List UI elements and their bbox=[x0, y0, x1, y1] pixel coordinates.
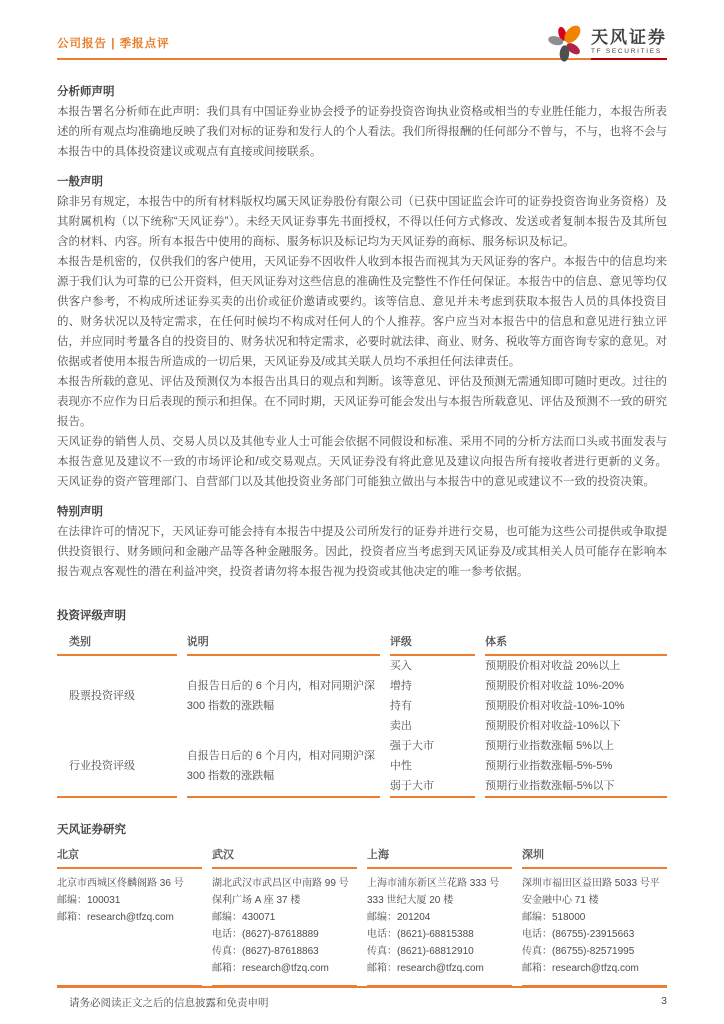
industry-rating-description: 自报告日后的 6 个月内，相对同期沪深 300 指数的涨跌幅 bbox=[187, 736, 380, 798]
office-email: 邮箱：research@tfzq.com bbox=[522, 963, 639, 974]
logo-company-subtitle: TF SECURITIES bbox=[591, 48, 662, 55]
office-phone: 电话：(8627)-87618889 bbox=[212, 929, 319, 940]
general-statement-title: 一般声明 bbox=[57, 176, 103, 188]
stock-rating-category: 股票投资评级 bbox=[69, 690, 135, 702]
rating-statement-title: 投资评级声明 bbox=[57, 610, 126, 622]
rating-system: 预期股价相对收益-10%以下 bbox=[485, 720, 621, 732]
rating-header-category: 类别 bbox=[57, 630, 177, 656]
logo-flower-icon bbox=[544, 19, 586, 67]
office-city-shanghai: 上海 bbox=[367, 844, 512, 869]
analyst-statement-title: 分析师声明 bbox=[57, 86, 115, 98]
office-beijing-details bbox=[57, 869, 202, 987]
office-city-wuhan: 武汉 bbox=[212, 844, 357, 869]
rating-label: 强于大市 bbox=[389, 740, 434, 752]
special-statement-title: 特别声明 bbox=[57, 506, 103, 518]
page-number: 3 bbox=[661, 995, 667, 1007]
office-detail-row bbox=[57, 869, 667, 987]
rating-label: 买入 bbox=[389, 660, 412, 672]
office-fax: 传真：(8627)-87618863 bbox=[212, 946, 319, 957]
page-footer bbox=[57, 986, 667, 1010]
office-phone: 电话：(86755)-23915663 bbox=[522, 929, 635, 940]
office-city-shenzhen: 深圳 bbox=[522, 844, 667, 869]
page-content bbox=[57, 82, 667, 987]
rating-header-system: 体系 bbox=[485, 630, 667, 656]
rating-label: 增持 bbox=[389, 680, 412, 692]
rating-table bbox=[47, 630, 677, 798]
tf-securities-logo bbox=[544, 19, 667, 60]
rating-label: 卖出 bbox=[389, 720, 412, 732]
office-fax: 传真：(8621)-68812910 bbox=[367, 946, 474, 957]
special-statement-body: 在法律许可的情况下，天风证券可能会持有本报告中提及公司所发行的证券并进行交易，也可能为这些公司提供或争取提供投资银行、财务顾问和金融产品等各种金融服务。因此，投资者应当考虑到天风证券及/或其相关人员可能存在影响本报告观点客观性的潜在利益冲突，投资者请勿将本报告视为投资或其他决定的唯一参考依据。 bbox=[57, 526, 667, 578]
general-statement-paragraph: 除非另有规定，本报告中的所有材料版权均属天风证券股份有限公司（已获中国证监会许可的证券投资咨询业务资格）及其附属机构（以下统称“天风证券”）。未经天风证券事先书面授权，不得以任何方式修改、发送或者复制本报告及其所包含的材料、内容。所有本报告中使用的商标、服务标识及标记均为天风证券的商标、服务标识及标记。 bbox=[57, 196, 667, 248]
office-email: 邮箱：research@tfzq.com bbox=[367, 963, 484, 974]
rating-system: 预期行业指数涨幅 5%以上 bbox=[485, 740, 615, 752]
page-header bbox=[57, 0, 667, 60]
rating-label: 持有 bbox=[389, 700, 412, 712]
rating-header-description: 说明 bbox=[187, 630, 380, 656]
office-header-row bbox=[57, 844, 667, 869]
rating-table-header-row bbox=[57, 630, 667, 656]
office-phone: 电话：(8621)-68815388 bbox=[367, 929, 474, 940]
general-statement-paragraph: 天风证券的销售人员、交易人员以及其他专业人士可能会依据不同假设和标准、采用不同的分析方法而口头或书面发表与本报告意见及建议不一致的市场评论和/或交易观点。天风证券没有将此意见及建议向报告所有接收者进行更新的义务。天风证券的资产管理部门、自营部门以及其他投资业务部门可能独立做出与本报告中的意见或建议不一致的投资决策。 bbox=[57, 436, 667, 488]
office-zipcode: 邮编：430071 bbox=[212, 912, 276, 923]
rating-system: 预期行业指数涨幅-5%以下 bbox=[485, 776, 667, 798]
rating-label: 中性 bbox=[389, 760, 412, 772]
rating-system: 预期股价相对收益 20%以上 bbox=[485, 660, 621, 672]
office-address: 北京市西城区佟麟阁路 36 号 bbox=[57, 878, 184, 889]
analyst-statement-body: 本报告署名分析师在此声明：我们具有中国证券业协会授予的证券投资咨询执业资格或相当的专业胜任能力，本报告所表述的所有观点均准确地反映了我们对标的证券和发行人的个人看法。我们所得报酬的任何部分不曾与，不与，也将不会与本报告中的具体投资建议或观点有直接或间接联系。 bbox=[57, 106, 667, 158]
office-zipcode: 邮编：518000 bbox=[522, 912, 586, 923]
table-row bbox=[57, 736, 667, 756]
office-shenzhen-details bbox=[522, 869, 667, 987]
office-email: 邮箱：research@tfzq.com bbox=[57, 912, 174, 923]
office-table bbox=[47, 844, 677, 987]
rating-label: 弱于大市 bbox=[390, 776, 475, 798]
stock-rating-description: 自报告日后的 6 个月内，相对同期沪深 300 指数的涨跌幅 bbox=[186, 680, 375, 712]
table-row bbox=[57, 656, 667, 676]
rating-system: 预期股价相对收益-10%-10% bbox=[485, 700, 625, 712]
office-city-beijing: 北京 bbox=[57, 844, 202, 869]
general-statement-paragraph: 本报告所载的意见、评估及预测仅为本报告出具日的观点和判断。该等意见、评估及预测无需通知即可随时更改。过往的表现亦不应作为日后表现的预示和担保。在不同时期，天风证券可能会发出与本报告所载意见、评估及预测不一致的研究报告。 bbox=[57, 376, 667, 428]
office-zipcode: 邮编：201204 bbox=[367, 912, 431, 923]
office-wuhan-details bbox=[212, 869, 357, 987]
office-zipcode: 邮编：100031 bbox=[57, 895, 121, 906]
office-fax: 传真：(86755)-82571995 bbox=[522, 946, 635, 957]
office-address: 湖北武汉市武昌区中南路 99 号保利广场 A 座 37 楼 bbox=[212, 878, 349, 906]
rating-header-rating: 评级 bbox=[390, 630, 475, 656]
industry-rating-category: 行业投资评级 bbox=[57, 736, 177, 798]
general-statement-paragraph: 本报告是机密的，仅供我们的客户使用，天风证券不因收件人收到本报告而视其为天风证券的客户。本报告中的信息均来源于我们认为可靠的已公开资料，但天风证券对这些信息的准确性及完整性不作任何保证。本报告中的信息、意见等均仅供客户参考，不构成所述证券买卖的出价或征价邀请或要约。该等信息、意见并未考虑到获取本报告人员的具体投资目的、财务状况以及特定需求，在任何时候均不构成对任何人的个人推荐。客户应当对本报告中的信息和意见进行独立评估，并应同时考量各自的投资目的、财务状况和特定需求，必要时就法律、商业、财务、税收等方面咨询专家的意见。对依据或者使用本报告所造成的一切后果，天风证券及/或其关联人员均不承担任何法律责任。 bbox=[57, 256, 667, 368]
research-section-title: 天风证券研究 bbox=[57, 824, 126, 836]
office-address: 深圳市福田区益田路 5033 号平安金融中心 71 楼 bbox=[522, 878, 660, 906]
report-type-label: 公司报告 | 季报点评 bbox=[57, 38, 170, 50]
rating-system: 预期股价相对收益 10%-20% bbox=[485, 680, 624, 692]
footer-disclaimer: 请务必阅读正文之后的信息披露和免责申明 bbox=[69, 997, 269, 1009]
logo-text-block bbox=[591, 29, 667, 60]
office-shanghai-details bbox=[367, 869, 512, 987]
office-email: 邮箱：research@tfzq.com bbox=[212, 963, 329, 974]
office-address: 上海市浦东新区兰花路 333 号 333 世纪大厦 20 楼 bbox=[367, 878, 500, 906]
logo-company-name: 天风证券 bbox=[591, 27, 667, 47]
rating-system: 预期行业指数涨幅-5%-5% bbox=[485, 760, 613, 772]
